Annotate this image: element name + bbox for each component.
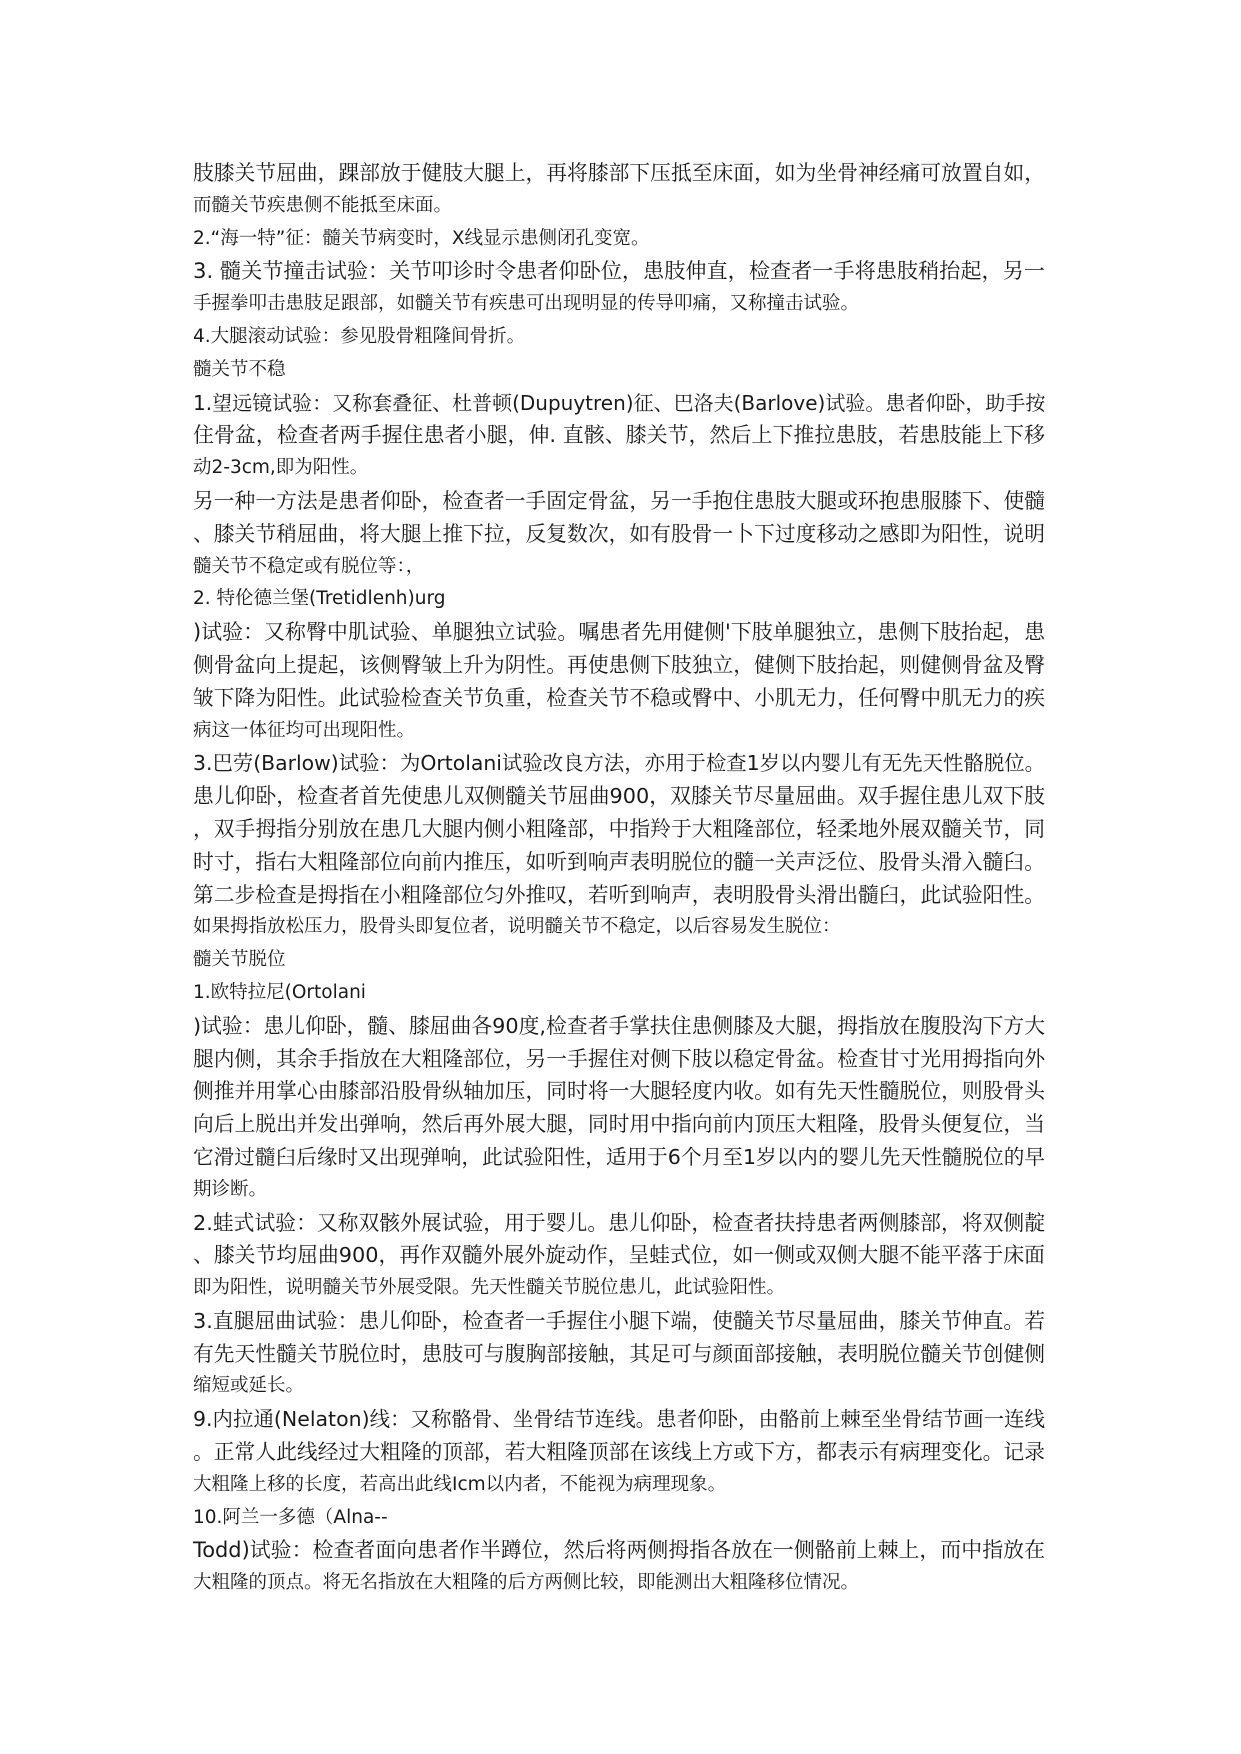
text-line: 时寸，指右大粗隆部位向前内推压，如听到响声表明脱位的髓一关声泛位、股骨头滑入髓臼。 — [193, 849, 1045, 874]
text-line: 动2-3cm,即为阳性。 — [193, 457, 369, 479]
text-line: 它滑过髓臼后缘时又出现弹响，此试验阳性，适用于6个月至1岁以内的婴儿先天性髓脱位的早 — [193, 1144, 1045, 1169]
text-line: 侧推并用掌心由膝部沿股骨纵轴加压，同时将一大腿轻度内收。如有先天性髓脱位，则股骨头 — [193, 1079, 1045, 1104]
text-line: Todd)试验：检查者面向患者作半蹲位，然后将两侧拇指各放在一侧骼前上棘上，而中指放在 — [193, 1538, 1045, 1563]
text-line: 侧骨盆向上提起，该侧臀皱上升为阴性。再使患侧下肢独立，健侧下肢抬起，则健侧骨盆及臀 — [193, 652, 1045, 677]
text-line: 病这一体征均可出现阳性。 — [193, 719, 416, 741]
text-line: 9.内拉通(Nelaton)线：又称骼骨、坐骨结节连线。患者仰卧，由骼前上棘至坐骨结节画一连线 — [193, 1407, 1046, 1432]
text-line: 、膝关节均屈曲900，再作双髓外展外旋动作，呈蛙式位，如一侧或双侧大腿不能平落于床面 — [193, 1243, 1045, 1268]
text-line: 有先天性髓关节脱位时，患肢可与腹胸部接触，其足可与颜面部接触，表明脱位髓关节创健侧 — [193, 1341, 1045, 1366]
text-line: 即为阳性，说明髓关节外展受限。先天性髓关节脱位患儿，此试验阳性。 — [193, 1277, 786, 1299]
text-line: 3.直腿屈曲试验：患儿仰卧，检查者一手握住小腿下端，使髓关节尽量屈曲，膝关节伸直。若 — [193, 1308, 1045, 1333]
text-line: 患儿仰卧，检查者首先使患儿双侧髓关节屈曲900，双膝关节尽量屈曲。双手握住患儿双下肢 — [193, 784, 1045, 809]
text-line: 皱下降为阳性。此试验检查关节负重，检查关节不稳或臀中、小肌无力，任何臀中肌无力的疾 — [193, 685, 1045, 710]
text-line: 髓关节不稳 — [193, 358, 286, 380]
text-line: 大粗隆的顶点。将无名指放在大粗隆的后方两侧比较，即能测出大粗隆移位情况。 — [193, 1572, 860, 1594]
text-line: 1.望远镜试验：又称套叠征、杜普顿(Dupuytren)征、巴洛夫(Barlove)试验。患者仰卧，助手按 — [193, 390, 1046, 415]
text-line: 1.欧特拉尼(Ortolani — [193, 981, 366, 1003]
text-line: 腿内侧，其余手指放在大粗隆部位，另一手握住对侧下肢以稳定骨盆。检查甘寸光用拇指向外 — [193, 1046, 1045, 1071]
text-line: 住骨盆，检查者两手握住患者小腿，伸. 直骸、膝关节，然后上下推拉患肢，若患肢能上下移 — [193, 423, 1045, 448]
text-line: 向后上脱出并发出弹响，然后再外展大腿，同时用中指向前内顶压大粗隆，股骨头便复位，当 — [193, 1112, 1045, 1137]
text-line: ，双手拇指分别放在患几大腿内侧小粗隆部，中指羚于大粗隆部位，轻柔地外展双髓关节，同 — [193, 816, 1045, 841]
text-line: )试验：患儿仰卧，髓、膝屈曲各90度,检查者手掌扶住患侧膝及大腿，拇指放在腹股沟下方大 — [193, 1013, 1045, 1038]
text-line: 2.“海一特”征：髓关节病变时，X线显示患侧闭孔变宽。 — [193, 227, 650, 249]
text-line: 另一种一方法是患者仰卧，检查者一手固定骨盆，另一手抱住患肢大腿或环抱患服膝下、使髓 — [193, 488, 1045, 513]
text-line: 手握拳叩击患肢足跟部，如髓关节有疾患可出现明显的传导叩痛，又称撞击试验。 — [193, 293, 860, 315]
text-line: 2. 特伦德兰堡(Tretidlenh)urg — [193, 588, 446, 610]
text-line: 3. 髓关节撞击试验：关节叩诊时令患者仰卧位，患肢伸直，检查者一手将患肢稍抬起，另一 — [193, 258, 1045, 284]
text-line: 髓关节脱位 — [193, 949, 286, 971]
text-line: 而髓关节疾患侧不能抵至床面。 — [193, 194, 453, 216]
text-line: 3.巴劳(Barlow)试验：为Ortolani试验改良方法，亦用于检查1岁以内婴儿有无先天性骼脱位。 — [193, 751, 1045, 776]
text-line: 4.大腿滚动试验：参见股骨粗隆间骨折。 — [193, 325, 526, 347]
text-line: 期诊断。 — [193, 1178, 268, 1200]
text-line: 。正常人此线经过大粗隆的顶部，若大粗隆顶部在该线上方或下方，都表示有病理变化。记录 — [193, 1440, 1045, 1465]
text-line: 肢膝关节屈曲，踝部放于健肢大腿上，再将膝部下压抵至床面，如为坐骨神经痛可放置自如， — [193, 161, 1045, 185]
text-line: )试验：又称臀中肌试验、单腿独立试验。嘱患者先用健侧'下肢单腿独立，患侧下肢抬起，患 — [193, 620, 1046, 645]
text-line: 10.阿兰一多德（Alna-- — [193, 1506, 388, 1528]
text-line: 第二步检查是拇指在小粗隆部位匀外推叹，若听到响声，表明股骨头滑出髓臼，此试验阳性。 — [193, 882, 1045, 907]
document-body — [193, 157, 1045, 1600]
text-line: 2.蛙式试验：又称双骸外展试验，用于婴儿。患儿仰卧，检查者扶持患者两侧膝部，将双侧靛 — [193, 1210, 1045, 1235]
text-line: 缩短或延长。 — [193, 1375, 305, 1397]
text-line: 、膝关节稍屈曲，将大腿上推下拉，反复数次，如有股骨一卜下过度移动之感即为阳性，说明 — [193, 521, 1045, 546]
text-line: 如果拇指放松压力，股骨头即复位者，说明髓关节不稳定，以后容易发生脱位： — [193, 916, 841, 938]
text-line: 大粗隆上移的长度，若高出此线Icm以内者，不能视为病理现象。 — [193, 1473, 727, 1495]
text-line: 髓关节不稳定或有脱位等：， — [193, 555, 425, 577]
